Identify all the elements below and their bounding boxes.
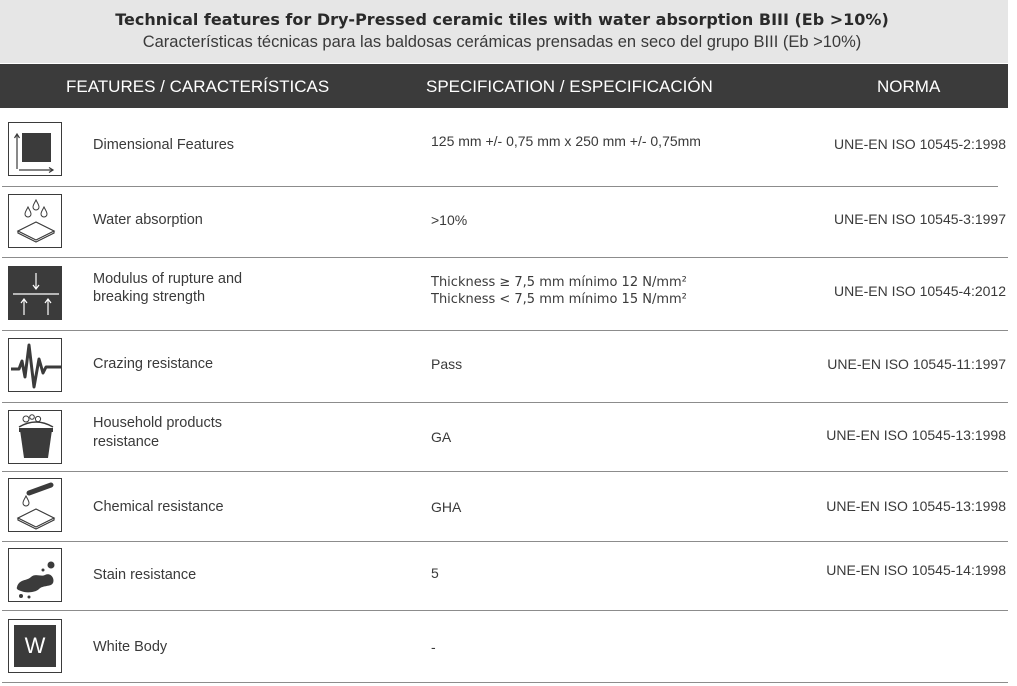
feature-label: Stain resistance (93, 567, 197, 583)
water-drops-icon (8, 194, 62, 248)
spec-value: GHA (431, 499, 462, 515)
norma-value: UNE-EN ISO 10545-13:1998 (826, 427, 1006, 443)
row-divider (2, 330, 1008, 331)
spec-value-line2: Thickness < 7,5 mm mínimo 15 N/mm² (431, 292, 687, 307)
spec-value: GA (431, 429, 452, 445)
spec-value: Pass (431, 356, 463, 372)
row-divider (2, 682, 1008, 683)
title-band (0, 0, 1008, 63)
spec-value-line1: Thickness ≥ 7,5 mm mínimo 12 N/mm² (431, 275, 687, 290)
feature-label-line1: Modulus of rupture and (93, 271, 243, 287)
table-header (0, 64, 1008, 108)
norma-value: UNE-EN ISO 10545-14:1998 (826, 562, 1006, 578)
norma-value: UNE-EN ISO 10545-3:1997 (834, 211, 1006, 227)
feature-label-line2: breaking strength (93, 289, 206, 305)
bucket-icon (8, 410, 62, 464)
feature-label: Chemical resistance (93, 499, 224, 515)
spec-value: >10% (431, 212, 468, 228)
white-body-letter: W (14, 625, 56, 667)
feature-label: Dimensional Features (93, 137, 235, 153)
row-divider (2, 402, 1008, 403)
force-arrows-icon (8, 266, 62, 320)
chemical-dropper-icon (8, 478, 62, 532)
header-norma: NORMA (877, 77, 941, 96)
spec-value: 5 (431, 565, 439, 581)
feature-label: White Body (93, 639, 168, 655)
spec-value: 125 mm +/- 0,75 mm x 250 mm +/- 0,75mm (431, 133, 701, 149)
feature-label-line1: Household products (93, 415, 222, 431)
stain-splash-icon (8, 548, 62, 602)
row-divider (2, 471, 1008, 472)
header-features: FEATURES / CARACTERÍSTICAS (66, 77, 330, 96)
row-divider (2, 610, 1008, 611)
feature-label: Water absorption (93, 212, 203, 228)
norma-value: UNE-EN ISO 10545-13:1998 (826, 498, 1006, 514)
norma-value: UNE-EN ISO 10545-11:1997 (827, 356, 1006, 372)
pulse-icon (8, 338, 62, 392)
row-divider (2, 541, 1008, 542)
norma-value: UNE-EN ISO 10545-2:1998 (834, 136, 1006, 152)
spec-value: - (431, 639, 436, 655)
white-body-icon (8, 619, 62, 673)
feature-label-line2: resistance (93, 434, 160, 450)
dimension-icon (8, 122, 62, 176)
norma-value: UNE-EN ISO 10545-4:2012 (834, 283, 1006, 299)
row-divider (2, 186, 998, 187)
feature-label: Crazing resistance (93, 356, 214, 372)
header-specification: SPECIFICATION / ESPECIFICACIÓN (426, 77, 713, 96)
page-subtitle: Características técnicas para las baldosas cerámicas prensadas en seco del grupo BIII (Eb >10%) (142, 33, 862, 51)
page-title: Technical features for Dry-Pressed ceramic tiles with water absorption BIII (Eb >10%) (115, 10, 889, 29)
row-divider (2, 257, 1008, 258)
